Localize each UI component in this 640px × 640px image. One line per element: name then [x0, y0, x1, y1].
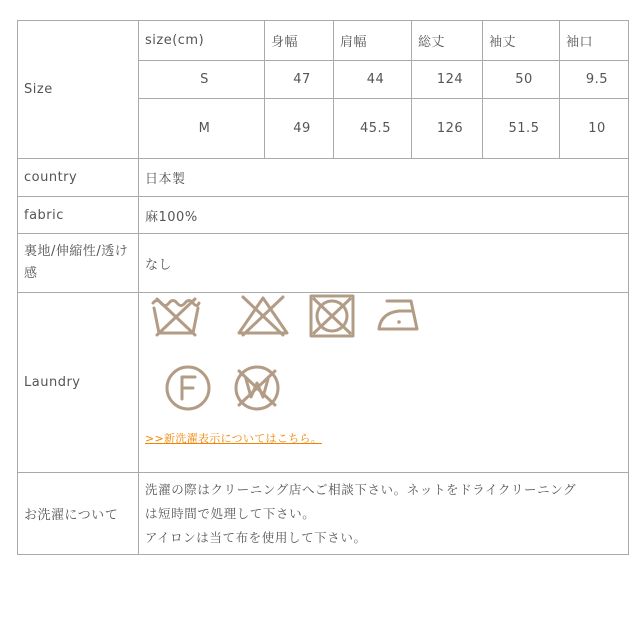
no-wet-clean-icon	[231, 363, 283, 413]
laundry-label: Laundry	[18, 293, 139, 473]
size-cell: 9.5	[560, 61, 629, 99]
fabric-label: fabric	[18, 197, 139, 234]
size-cell: M	[139, 99, 265, 159]
laundry-info-link[interactable]: >>新洗濯表示についてはこちら。	[145, 432, 323, 445]
size-cell: 10	[560, 99, 629, 159]
lining-label: 裏地/伸縮性/透け感	[18, 234, 139, 293]
spec-table	[17, 20, 629, 555]
dry-clean-f-icon	[163, 363, 213, 413]
size-header-cell: 身幅	[265, 21, 334, 61]
size-header-cell: 袖丈	[483, 21, 560, 61]
no-bleach-icon	[235, 293, 291, 337]
size-cell: 47	[265, 61, 334, 99]
iron-low-icon	[375, 295, 427, 335]
fabric-value: 麻100%	[139, 197, 629, 234]
no-wash-icon	[149, 293, 203, 337]
laundry-icons	[145, 293, 628, 463]
no-tumble-dry-icon	[308, 293, 356, 339]
care-instructions	[139, 473, 629, 555]
lining-value: なし	[139, 234, 629, 293]
size-label: Size	[18, 21, 139, 159]
country-label: country	[18, 159, 139, 197]
size-cell: S	[139, 61, 265, 99]
size-cell: 44	[334, 61, 412, 99]
care-line: は短時間で処理して下さい。	[145, 505, 316, 521]
care-line: アイロンは当て布を使用して下さい。	[145, 529, 367, 545]
size-cell: 51.5	[483, 99, 560, 159]
care-label: お洗濯について	[18, 473, 139, 555]
size-header-cell: size(cm)	[139, 21, 265, 61]
size-cell: 124	[412, 61, 483, 99]
country-value: 日本製	[139, 159, 629, 197]
size-header-cell: 総丈	[412, 21, 483, 61]
size-header-cell: 肩幅	[334, 21, 412, 61]
care-line: 洗濯の際はクリーニング店へご相談下さい。ネットをドライクリーニング	[145, 481, 577, 497]
size-cell: 45.5	[334, 99, 412, 159]
size-cell: 49	[265, 99, 334, 159]
size-cell: 50	[483, 61, 560, 99]
size-header-cell: 袖口	[560, 21, 629, 61]
size-cell: 126	[412, 99, 483, 159]
laundry-cell	[139, 293, 629, 473]
